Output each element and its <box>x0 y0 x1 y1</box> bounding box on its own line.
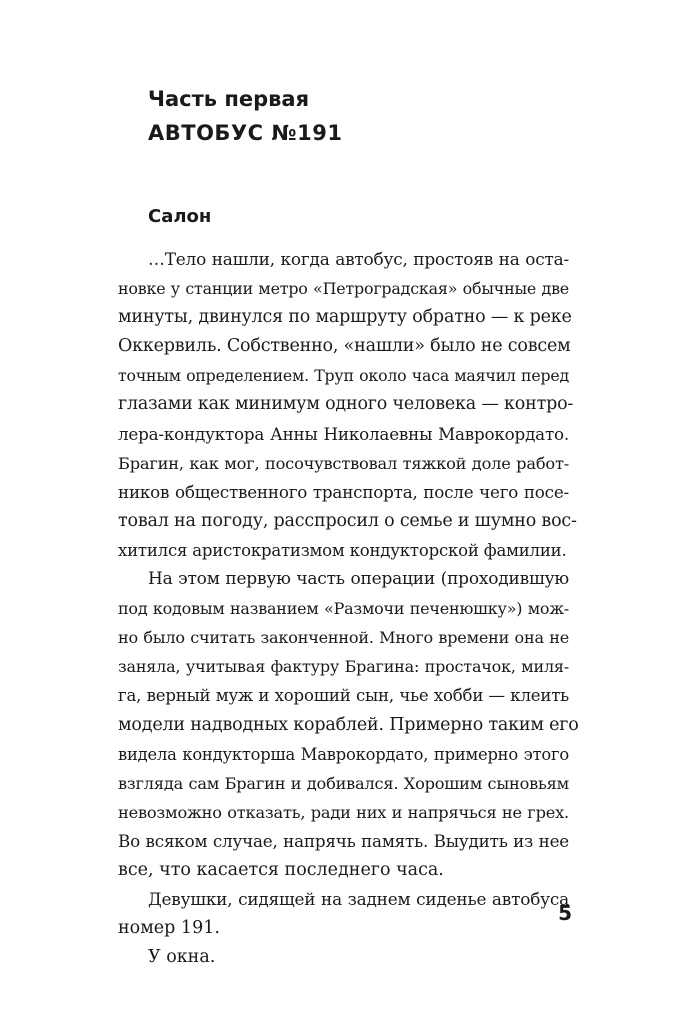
text-line: товал на погоду, расспросил о семье и шумно вос- <box>118 510 577 531</box>
text-line: взгляда сам Брагин и добивался. Хорошим сыновьям <box>118 773 569 793</box>
text-line: глазами как минимум одного человека — контро- <box>118 394 574 415</box>
text-line: минуты, двинулся по маршруту обратно — к реке <box>118 307 572 328</box>
text-line: модели надводных кораблей. Примерно таким его <box>118 714 579 735</box>
page-number: 5 <box>558 901 572 925</box>
text-line: Девушки, сидящей на заднем сиденье автобуса <box>148 889 569 910</box>
text-line: Во всяком случае, напрячь память. Выудить из нее <box>118 830 569 851</box>
text-line: лера-кондуктора Анны Николаевны Маврокордато. <box>118 423 569 444</box>
part-title: Часть первая <box>148 87 310 111</box>
text-line: но было считать законченной. Много времени она не <box>118 628 569 648</box>
text-line: У окна. <box>148 947 216 968</box>
text-line: Брагин, как мог, посочувствовал тяжкой доле работ- <box>118 453 569 473</box>
text-line: ников общественного транспорта, после чего посе- <box>118 481 569 502</box>
text-line: видела кондукторша Маврокордато, примерно этого <box>118 744 569 764</box>
text-line: все, что касается последнего часа. <box>118 859 444 880</box>
text-line: новке у станции метро «Петроградская» обычные две <box>118 279 569 299</box>
part-subtitle: АВТОБУС №191 <box>148 121 343 145</box>
body-text <box>118 245 579 972</box>
text-line: …Тело нашли, когда автобус, простояв на оста- <box>148 249 569 269</box>
text-line: невозможно отказать, ради них и напрячься не грех. <box>118 802 569 822</box>
text-line: га, верный муж и хороший сын, чье хобби — клеить <box>118 686 569 706</box>
text-line: номер 191. <box>118 918 220 939</box>
section-title: Салон <box>148 206 212 227</box>
text-line: Оккервиль. Собственно, «нашли» было не совсем <box>118 336 571 357</box>
text-line: хитился аристократизмом кондукторской фамилии. <box>118 540 567 560</box>
text-line: заняла, учитывая фактуру Брагина: простачок, миля- <box>118 657 569 677</box>
text-line: На этом первую часть операции (проходившую <box>148 569 569 590</box>
text-line: точным определением. Труп около часа маячил перед <box>118 366 569 386</box>
text-line: под кодовым названием «Размочи печенюшку») мож- <box>118 599 569 619</box>
